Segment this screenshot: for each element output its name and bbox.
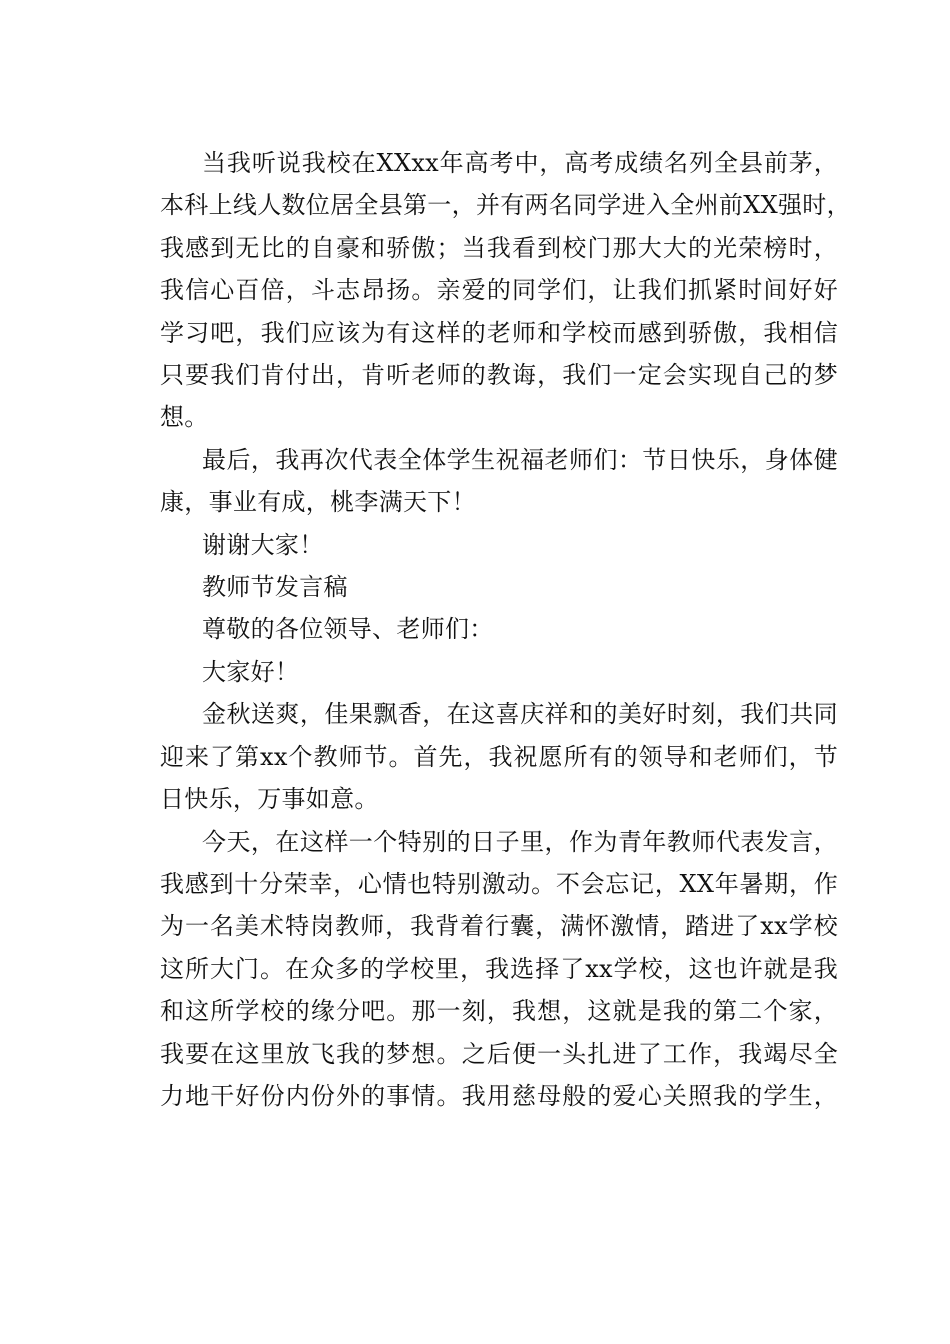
paragraph-young-teacher xyxy=(118,821,838,1118)
paragraph-exam-results xyxy=(118,142,851,439)
section-title xyxy=(118,566,838,608)
text-line: 我感到无比的自豪和骄傲；当我看到校门那大大的光荣榜时， xyxy=(160,233,838,262)
text-line: 和这所学校的缘分吧。那一刻，我想，这就是我的第二个家， xyxy=(160,997,838,1026)
text-line: 大家好！ xyxy=(202,657,300,686)
document-body xyxy=(118,142,851,1117)
text-line: 力地干好份内份外的事情。我用慈母般的爱心关照我的学生， xyxy=(160,1081,838,1110)
text-line: 想。 xyxy=(160,403,209,432)
text-line: 我要在这里放飞我的梦想。之后便一头扎进了工作，我竭尽全 xyxy=(160,1039,838,1068)
paragraph-blessing xyxy=(118,439,838,524)
text-line: 日快乐，万事如意。 xyxy=(160,785,379,814)
text-line: 当我听说我校在XXxx年高考中，高考成绩名列全县前茅， xyxy=(202,149,838,177)
text-line: 今天，在这样一个特别的日子里，作为青年教师代表发言， xyxy=(202,827,838,856)
paragraph-teachers-day xyxy=(118,693,838,820)
greeting xyxy=(118,651,838,693)
salutation xyxy=(118,608,838,650)
text-line: 只要我们肯付出，肯听老师的教诲，我们一定会实现自己的梦 xyxy=(160,361,838,390)
text-line: 尊敬的各位领导、老师们： xyxy=(202,615,494,644)
text-line: 康，事业有成，桃李满天下！ xyxy=(160,488,476,517)
text-line: 我感到十分荣幸，心情也特别激动。不会忘记，XX年暑期，作 xyxy=(160,869,838,898)
text-line: 为一名美术特岗教师，我背着行囊，满怀激情，踏进了xx学校 xyxy=(160,912,838,941)
text-line: 教师节发言稿 xyxy=(202,573,348,602)
text-line: 金秋送爽，佳果飘香，在这喜庆祥和的美好时刻，我们共同 xyxy=(202,700,838,729)
paragraph-thanks xyxy=(118,524,838,566)
text-line: 本科上线人数位居全县第一，并有两名同学进入全州前XX强时， xyxy=(160,191,851,220)
text-line: 这所大门。在众多的学校里，我选择了xx学校，这也许就是我 xyxy=(160,954,838,983)
text-line: 我信心百倍，斗志昂扬。亲爱的同学们，让我们抓紧时间好好 xyxy=(160,276,838,305)
text-line: 迎来了第xx个教师节。首先，我祝愿所有的领导和老师们，节 xyxy=(160,742,838,771)
text-line: 学习吧，我们应该为有这样的老师和学校而感到骄傲，我相信 xyxy=(160,318,838,347)
text-line: 最后，我再次代表全体学生祝福老师们：节日快乐，身体健 xyxy=(202,445,838,474)
text-line: 谢谢大家！ xyxy=(202,530,324,559)
